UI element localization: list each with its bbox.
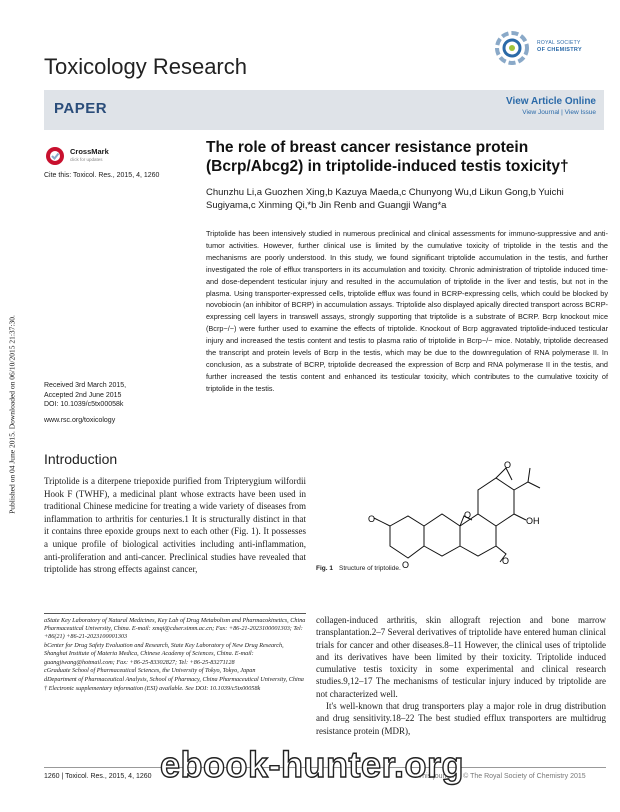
footer-right: This journal is © The Royal Society of Chemistry 2015 (418, 773, 586, 780)
atom-o-ring: O (402, 560, 410, 570)
rsc-logo (494, 26, 606, 82)
footnote-esi: † Electronic supplementary information (ESI) available. See DOI: 10.1039/c5tx00058k (44, 684, 261, 692)
atom-o-carbonyl: O (368, 514, 376, 524)
atom-o-epoxide-3: O (502, 556, 510, 566)
watermark: ebook-hunter.org (160, 744, 464, 785)
accepted-date: Accepted 2nd June 2015 (44, 391, 122, 399)
body-paragraph-2: It's well-known that drug transporters play a major role in drug distribution and drug sensitivity.18–22 The best studied efflux transporters are multidrug resistance protein (MDR), (316, 701, 606, 736)
atom-oh: OH (526, 516, 540, 526)
section-heading-introduction: Introduction (44, 451, 118, 467)
figure-caption-text: Structure of triptolide. (338, 565, 401, 572)
footnote-d: dDepartment of Pharmaceutical Analysis, School of Pharmacy, China Pharmaceutical University, China (44, 675, 304, 683)
author-list: Chunzhu Li,a Guozhen Xing,b Kazuya Maeda,c Chunyong Wu,d Likun Gong,b Yuichi Sugiyama,c Xinming Qi,*b Jin Renb and Guangji Wang*a (206, 187, 564, 211)
body-paragraph-1: collagen-induced arthritis, skin allograft rejection and bone marrow transplantation.2–7 Several derivatives of triptolide have entered human clinical trials for cancer and other diseases.8–11 However, the clinical uses of triptolide and its derivatives have been limited by their toxicity. Triptolide induced cumulative testis toxicity in some experimental and clinical research studies.9,12–17 The mechanisms of testicular injury induced by triptolide are not characterized well. (316, 615, 606, 699)
received-info (44, 381, 126, 410)
citation-line: Cite this: Toxicol. Res., 2015, 4, 1260 (44, 172, 160, 179)
view-journal-issue-links[interactable]: View Journal | View Issue (522, 109, 596, 116)
footer-left: 1260 | Toxicol. Res., 2015, 4, 1260 (44, 773, 152, 780)
doi[interactable]: DOI: 10.1039/c5tx00058k (44, 401, 124, 409)
journal-title: Toxicology Research (44, 54, 247, 79)
crossmark-subtitle: click for updates (70, 157, 103, 162)
download-note (2, 270, 17, 570)
journal-url[interactable]: www.rsc.org/toxicology (44, 417, 116, 424)
affiliation-footnotes (44, 617, 306, 693)
view-article-online-link[interactable]: View Article Online (505, 96, 596, 107)
article-type-label: PAPER (54, 100, 108, 117)
footnote-divider (44, 613, 306, 614)
rsc-line2: OF CHEMISTRY (537, 47, 582, 53)
body-column-right (316, 614, 606, 737)
view-article-links (506, 96, 596, 116)
footnote-a: aState Key Laboratory of Natural Medicines, Key Lab of Drug Metabolism and Pharmacokinetics, China Pharmaceutical University, China. E-mail: xmqi@cdser.simm.ac.cn; Fax: +86-21-2023100001303; Tel: +86(21) +86-21-2023100001303 (44, 617, 306, 641)
received-date: Received 3rd March 2015, (44, 382, 127, 389)
footnote-b: bCenter for Drug Safety Evaluation and Research, State Key Laboratory of New Drug Research, Shanghai Institute of Materia Medica, Chinese Academy of Sciences, China. E-mail: guangjiwang@hotmail.com; Fax: +86-25-83302827; Tel: +86-25-83271128 (44, 642, 284, 666)
footnote-c: cGraduate School of Pharmaceutical Sciences, the University of Tokyo, Tokyo, Japan (44, 667, 256, 675)
crossmark-title[interactable]: CrossMark (70, 147, 109, 156)
figure-caption (316, 565, 401, 572)
atom-o-epoxide-2: O (504, 460, 512, 470)
download-note-text: Published on 04 June 2015. Downloaded on 06/10/2015 21:37:30. (7, 315, 17, 514)
figure-label: Fig. 1 (316, 565, 333, 572)
triptolide-structure (360, 458, 560, 570)
article-title: The role of breast cancer resistance protein (Bcrp/Abcg2) in triptolide-induced testis toxicity† (206, 139, 569, 175)
rsc-line1: ROYAL SOCIETY (537, 40, 581, 46)
introduction-paragraph: Triptolide is a diterpene triepoxide purified from Tripterygium wilfordii Hook F (TWHF), a medicinal plant whose extracts have been used in traditional Chinese medicine for treating a wide variety of diseases from inflammation to arthritis for centuries.1 It is structurally distinct in that it contains three epoxide groups next to each other (Fig. 1). It possesses a unique profile of biological activities including anti-inflammation, anti-proliferation and anti-cancer. Preclinical studies have revealed that triptolide has strong effects against cancer, (44, 476, 306, 575)
abstract: Triptolide has been intensively studied in numerous preclinical and clinical assessments for immuno-suppressive and anti-tumor activities. However, further clinical use is limited by the cumulative toxicity of triptolide in the testis and the mechanisms are poorly understood. In this study, we found significant triptolide accumulation in the testis, and further investigated the role of efflux transporters in its accumulation and toxicity. Chronic administration of triptolide induced time- and dose-dependent testicular injury and resulted in the accumulation of triptolide in the liver and testis, but not in the plasma. Using transporter-expressed cells, triptolide efflux was found in BCRP-expressing cells, which could be blocked by novobiocin (an inhibitor of BCRP) in accumulation assays. Triptolide also displayed apically directed transport across BCRP-expressing cell layers in transwell assays, strongly supporting that triptolide is a substrate of BCRP. Bcrp knockout mice (Bcrp−/−) were further used to examine the effects of triptolide. Knockout of Bcrp aggravated triptolide-induced testicular injury and increased the testis content and testis to plasma ratio of triptolide in Bcrp−/− mice. Notably, triptolide decreased the transcript and protein levels of Bcrp in the testis, which may be due to the downregulation of RNA polymerase II. In conclusion, as a substrate of BCRP, triptolide decreased the expression of Bcrp and RNA polymerase II in the testis, and further increased the testis content and enhanced its testicular toxicity, which contributes to the cumulative toxicity of triptolide in the testis. (206, 229, 608, 393)
atom-o-epoxide-1: O (464, 510, 472, 520)
